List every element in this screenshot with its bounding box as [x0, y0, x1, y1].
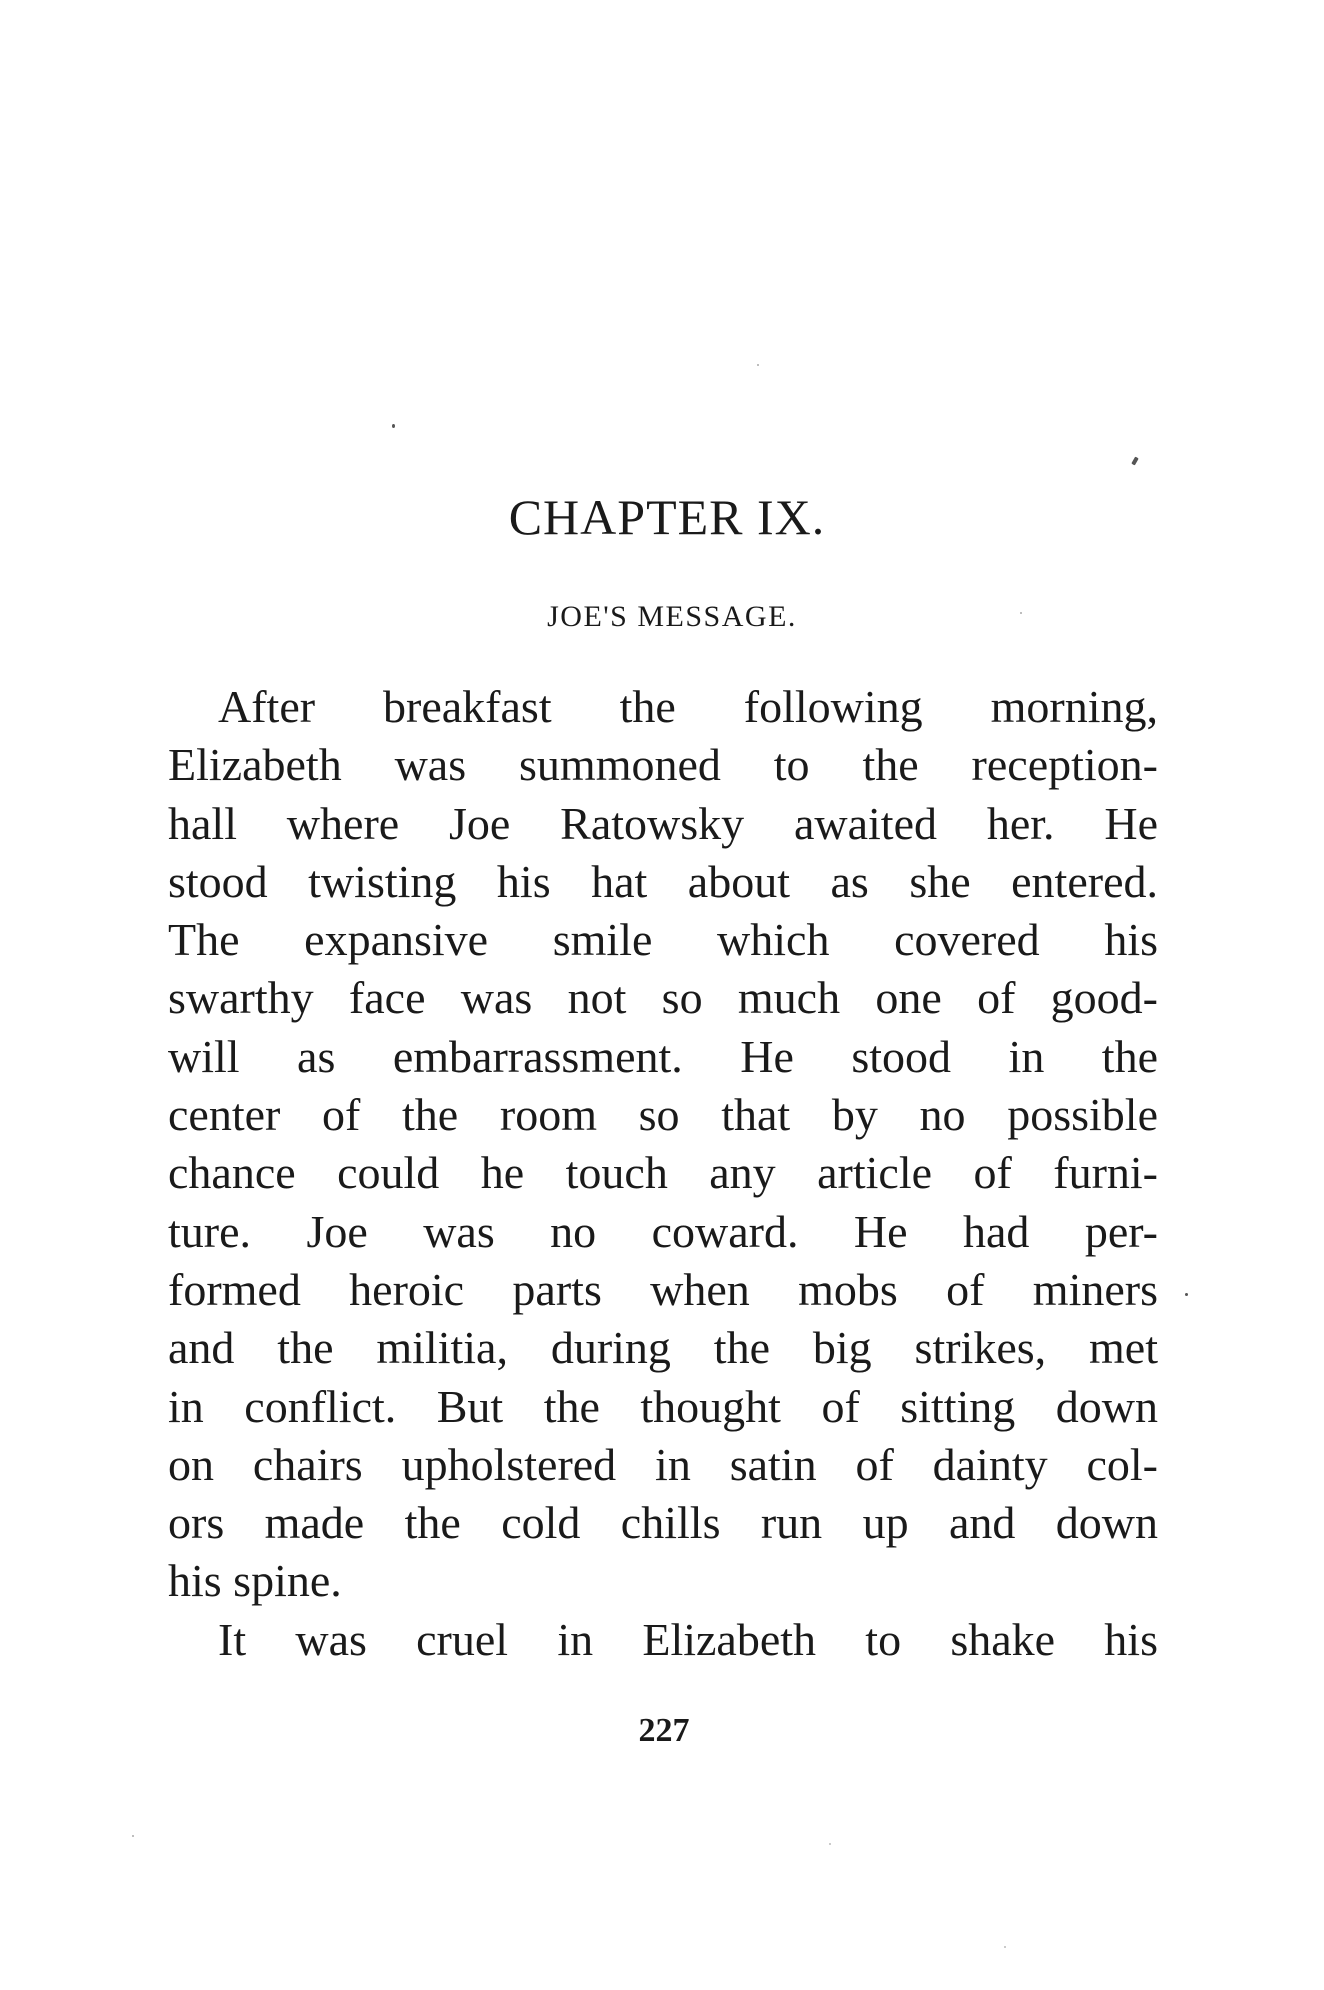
text-line: hall where Joe Ratowsky awaited her. He	[168, 797, 1158, 849]
text-line: ture. Joe was no coward. He had per-	[168, 1205, 1158, 1257]
text-line: Elizabeth was summoned to the reception-	[168, 739, 1158, 791]
text-line: It was cruel in Elizabeth to shake his	[218, 1613, 1158, 1665]
chapter-subtitle: JOE'S MESSAGE.	[547, 600, 797, 633]
scan-speck	[392, 424, 395, 428]
scan-speck	[757, 364, 759, 366]
text-line: formed heroic parts when mobs of miners	[168, 1263, 1158, 1315]
scan-speck	[1004, 1946, 1006, 1948]
text-line: his spine.	[168, 1555, 342, 1607]
text-line: stood twisting his hat about as she entered.	[168, 855, 1158, 907]
scan-speck	[829, 1843, 831, 1845]
text-line: on chairs upholstered in satin of dainty col-	[168, 1438, 1158, 1490]
text-line: ors made the cold chills run up and down	[168, 1497, 1158, 1549]
text-line: After breakfast the following morning,	[218, 681, 1158, 732]
scan-speck	[1131, 457, 1138, 466]
text-line: and the militia, during the big strikes, met	[168, 1322, 1158, 1374]
text-line: will as embarrassment. He stood in the	[168, 1030, 1158, 1082]
text-line: swarthy face was not so much one of good-	[168, 972, 1158, 1024]
page-number: 227	[638, 1712, 690, 1749]
text-line: in conflict. But the thought of sitting down	[168, 1380, 1158, 1432]
body-text	[168, 678, 1158, 1669]
chapter-title: CHAPTER IX.	[508, 489, 826, 545]
scan-speck	[1185, 1293, 1188, 1296]
scan-speck	[132, 1835, 134, 1837]
text-line: The expansive smile which covered his	[168, 914, 1158, 966]
text-line: chance could he touch any article of furni-	[168, 1147, 1158, 1199]
text-line: center of the room so that by no possible	[168, 1089, 1158, 1141]
scan-speck	[1020, 612, 1022, 614]
